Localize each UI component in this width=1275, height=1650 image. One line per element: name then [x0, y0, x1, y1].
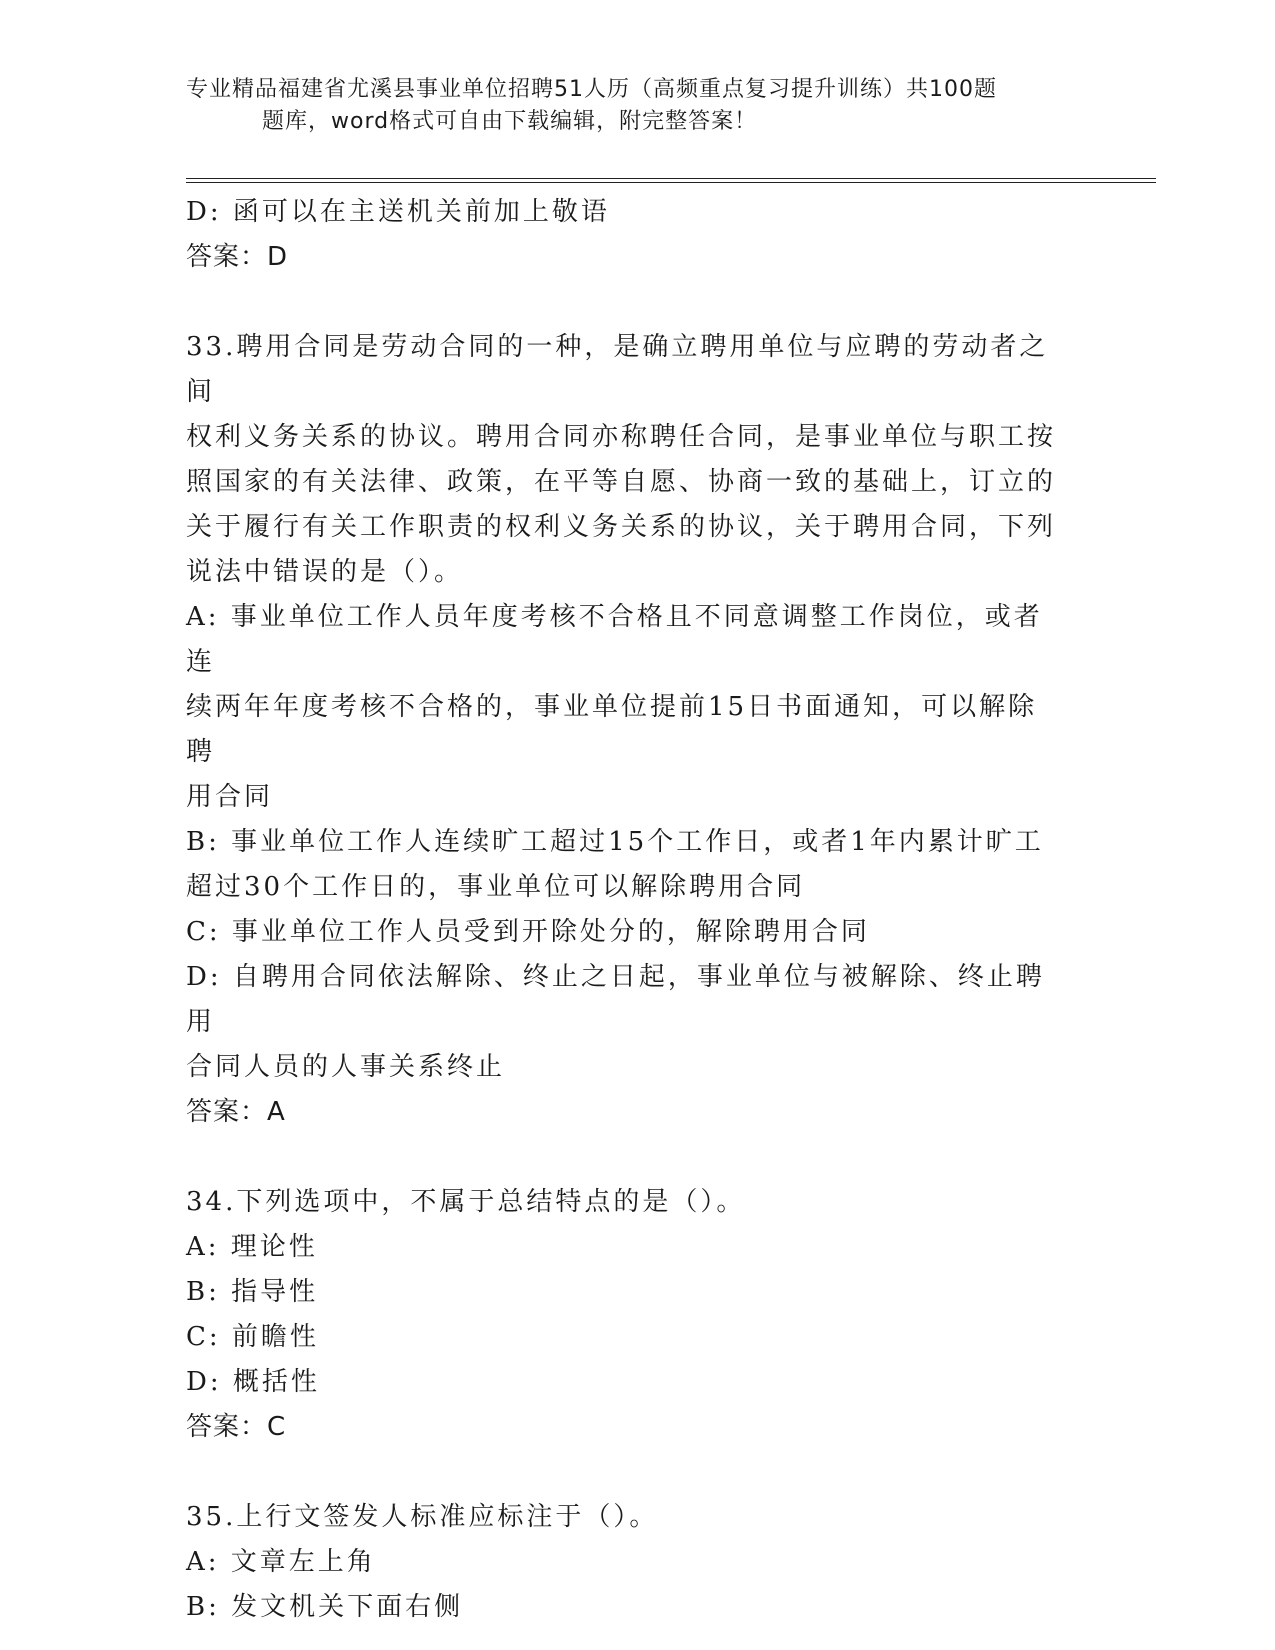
question-34-option-c: C: 前瞻性	[186, 1322, 319, 1352]
question-33	[186, 325, 1066, 1135]
header-title-line-1: 专业精品福建省尤溪县事业单位招聘51人历（高频重点复习提升训练）共100题	[186, 77, 997, 102]
question-33-option-a-cont: 用合同	[186, 782, 274, 812]
page-header	[186, 74, 1086, 138]
question-33-option-d-cont: 合同人员的人事关系终止	[186, 1052, 506, 1082]
question-33-stem-line: 说法中错误的是（）。	[186, 557, 464, 587]
question-34-option-d: D: 概括性	[186, 1367, 320, 1397]
question-33-option-b: B: 事业单位工作人连续旷工超过15个工作日，或者1年内累计旷工	[186, 827, 1044, 857]
question-34-option-a: A: 理论性	[186, 1232, 318, 1262]
prev-question-answer: 答案：D	[186, 242, 289, 272]
spacer	[186, 1450, 1066, 1495]
spacer	[186, 280, 1066, 325]
question-33-option-a: A: 事业单位工作人员年度考核不合格且不同意调整工作岗位，或者连	[186, 602, 1043, 677]
question-34-stem: 34.下列选项中，不属于总结特点的是（）。	[186, 1187, 746, 1217]
question-35-stem: 35.上行文签发人标准应标注于（）。	[186, 1502, 659, 1532]
document-body	[186, 190, 1066, 1630]
question-33-option-d: D: 自聘用合同依法解除、终止之日起，事业单位与被解除、终止聘用	[186, 962, 1045, 1037]
question-33-stem-line: 关于履行有关工作职责的权利义务关系的协议，关于聘用合同，下列	[186, 512, 1057, 542]
header-title-line-2: 题库，word格式可自由下载编辑，附完整答案！	[262, 109, 758, 134]
question-34-answer: 答案：C	[186, 1412, 287, 1442]
question-33-stem-line: 权利义务关系的协议。聘用合同亦称聘任合同，是事业单位与职工按	[186, 422, 1057, 452]
question-33-answer: 答案：A	[186, 1097, 286, 1127]
question-35-option-b: B: 发文机关下面右侧	[186, 1592, 464, 1622]
spacer	[186, 1135, 1066, 1180]
question-33-stem-line: 33.聘用合同是劳动合同的一种，是确立聘用单位与应聘的劳动者之间	[186, 332, 1049, 407]
question-34	[186, 1180, 1066, 1450]
header-divider-top	[186, 178, 1156, 179]
question-35	[186, 1495, 1066, 1630]
question-33-stem-line: 照国家的有关法律、政策，在平等自愿、协商一致的基础上，订立的	[186, 467, 1057, 497]
question-33-option-a-cont: 续两年年度考核不合格的，事业单位提前15日书面通知，可以解除聘	[186, 692, 1038, 767]
question-34-option-b: B: 指导性	[186, 1277, 319, 1307]
header-divider-bottom	[186, 182, 1156, 183]
question-35-option-a: A: 文章左上角	[186, 1547, 376, 1577]
prev-question-option-d: D: 函可以在主送机关前加上敬语	[186, 197, 610, 227]
question-33-option-c: C: 事业单位工作人员受到开除处分的，解除聘用合同	[186, 917, 870, 947]
question-33-option-b-cont: 超过30个工作日的，事业单位可以解除聘用合同	[186, 872, 806, 902]
